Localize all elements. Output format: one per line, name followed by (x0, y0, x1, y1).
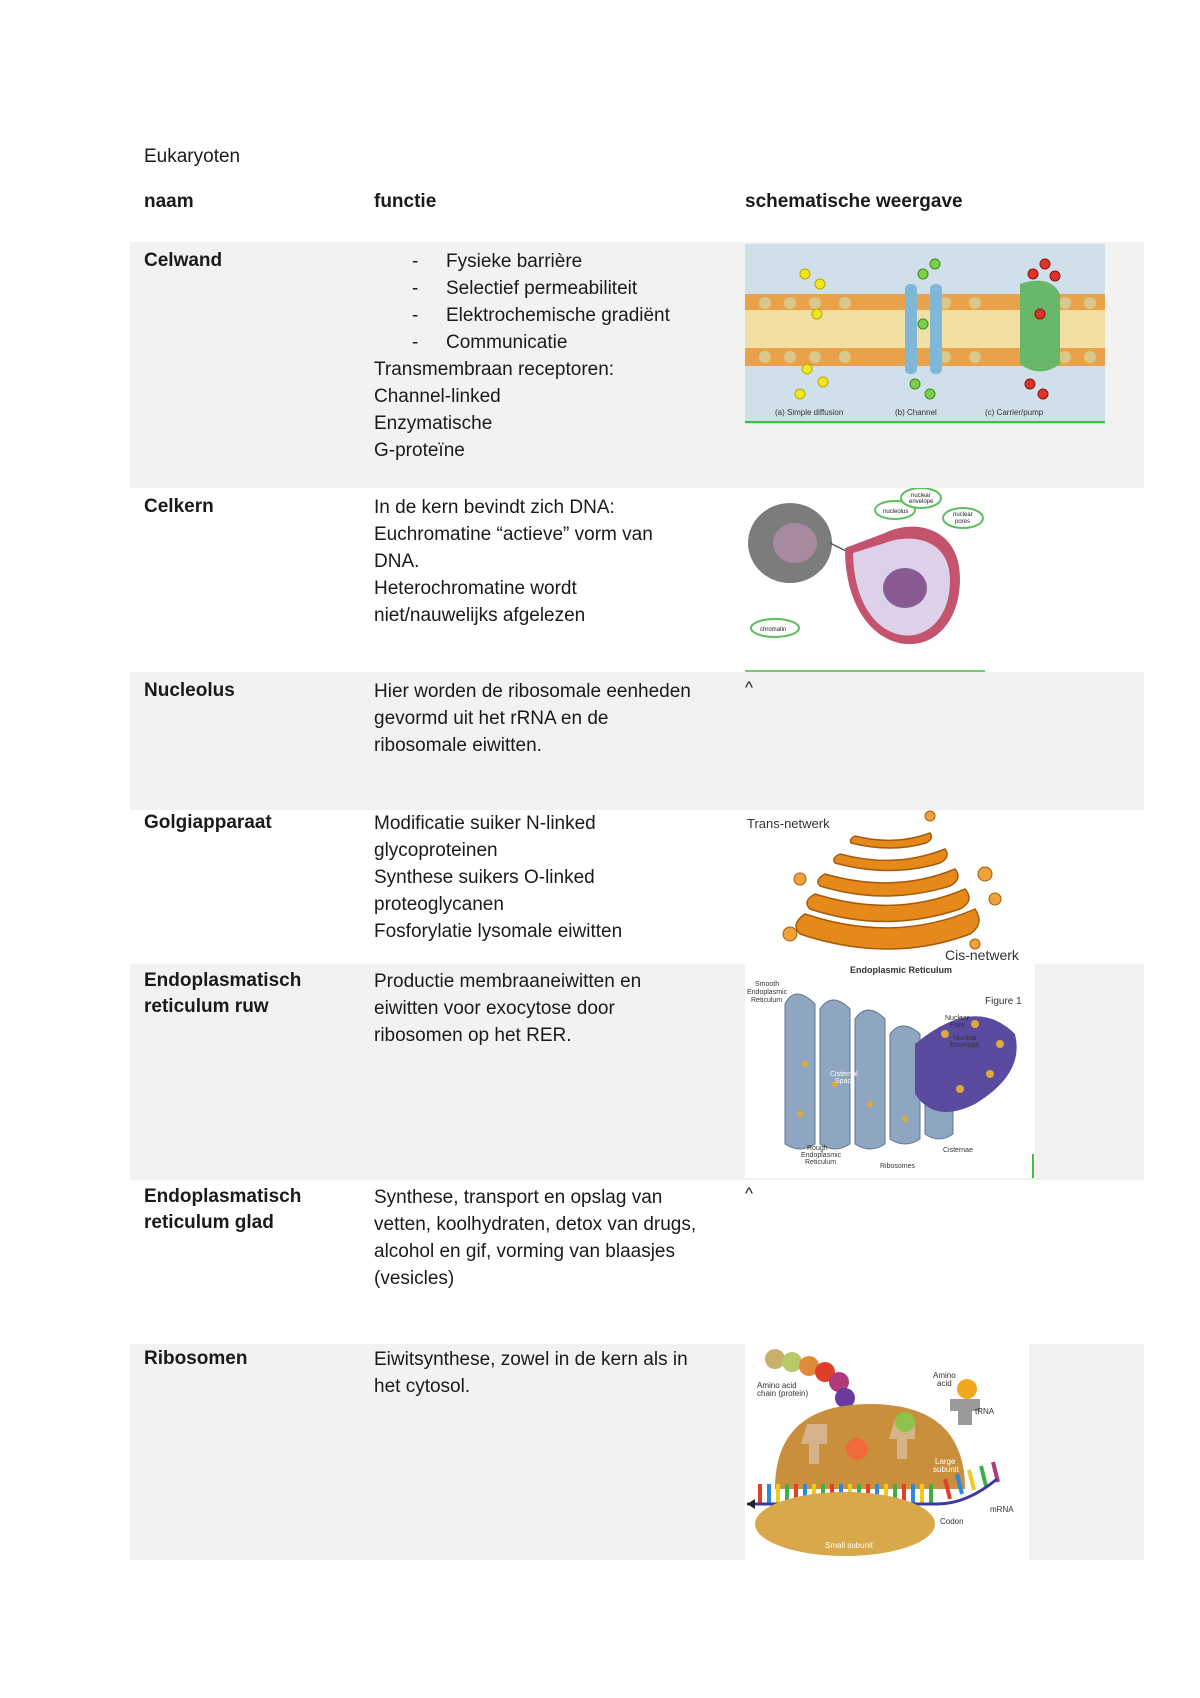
bullet-item: - Elektrochemische gradiënt (374, 302, 724, 329)
cell-name: Celkern (144, 496, 214, 517)
function-line: G-proteïne (374, 440, 465, 461)
header-functie: functie (374, 191, 437, 212)
label-chain-2: chain (protein) (757, 1389, 809, 1398)
label-rough-1: Rough (807, 1145, 828, 1152)
label-cisternae: Cisternae (943, 1147, 973, 1154)
function-line: Transmembraan receptoren: (374, 359, 615, 380)
function-line: eiwitten voor exocytose door (374, 998, 615, 1019)
label-pore-2: Pore (950, 1022, 965, 1029)
label-pores-1: nuclear (953, 512, 973, 518)
label-envelope-1: Nuclear (953, 1035, 978, 1042)
cell-name (144, 968, 301, 1020)
name-line: reticulum ruw (144, 996, 269, 1017)
cell-name: Celwand (144, 250, 223, 271)
label-chromatin: chromatin (760, 627, 787, 633)
function-line: Modificatie suiker N-linked (374, 813, 596, 834)
label-figure: Figure 1 (985, 996, 1022, 1007)
label-ribosomes: Ribosomes (880, 1163, 916, 1170)
table-row-ribosomen (130, 1344, 1144, 1560)
function-line: glycoproteinen (374, 840, 498, 861)
cell-function (374, 968, 724, 1049)
label-chain-1: Amino acid (757, 1381, 797, 1390)
label-codon: Codon (940, 1517, 964, 1526)
table-row-golgiapparaat (130, 810, 1144, 964)
label-cis: Cis-netwerk (945, 947, 1019, 963)
name-line: Endoplasmatisch (144, 1186, 302, 1207)
name-line: Endoplasmatisch (144, 970, 302, 991)
function-line: gevormd uit het rRNA en de (374, 708, 609, 729)
caret-mark: ^ (745, 1184, 753, 1203)
caret-mark: ^ (745, 678, 753, 697)
label-mrna: mRNA (990, 1505, 1014, 1514)
cell-name (144, 1184, 301, 1236)
cell-function (374, 1346, 724, 1400)
ribosome-diagram (745, 1344, 1029, 1560)
function-line: ribosomale eiwitten. (374, 735, 542, 756)
function-line: Heterochromatine wordt (374, 578, 577, 599)
function-line: Hier worden de ribosomale eenheden (374, 681, 691, 702)
label-trans: Trans-netwerk (747, 816, 830, 831)
table-row-nucleolus (130, 672, 1144, 810)
label-trna: tRNA (975, 1407, 995, 1416)
label-pore-1: Nuclear (945, 1015, 970, 1022)
label-envelope-2: Envelope (950, 1042, 980, 1049)
function-line: niet/nauwelijks afgelezen (374, 605, 586, 626)
label-rough-3: Reticulum (805, 1159, 837, 1166)
function-line: het cytosol. (374, 1376, 471, 1397)
function-line: Eiwitsynthese, zowel in de kern als in (374, 1349, 688, 1370)
label-cisternal-1: Cisternal (830, 1071, 858, 1078)
table-row-celkern (130, 488, 1144, 672)
function-line: proteoglycanen (374, 894, 504, 915)
header-naam: naam (144, 191, 194, 212)
membrane-transport-diagram (745, 244, 1105, 424)
label-small-subunit: Small subunit (825, 1541, 874, 1550)
caption-b: (b) Channel (895, 408, 937, 417)
cell-name: Golgiapparaat (144, 812, 272, 833)
table-row-celwand (130, 242, 1144, 488)
label-smooth-1: Smooth (755, 981, 780, 988)
label-nucleolus: nucleolus (883, 509, 909, 515)
document-title: Eukaryoten (144, 146, 241, 167)
caption-c: (c) Carrier/pump (985, 408, 1044, 417)
label-pores-2: pores (955, 519, 971, 525)
function-line: (vesicles) (374, 1268, 455, 1289)
function-line: Fosforylatie lysomale eiwitten (374, 921, 623, 942)
function-line: Euchromatine “actieve” vorm van (374, 524, 653, 545)
cell-function (374, 494, 724, 629)
label-large-1: Large (935, 1457, 956, 1466)
label-smooth-2: Endoplasmic (747, 989, 788, 996)
caption-a: (a) Simple diffusion (775, 408, 844, 417)
function-line: Productie membraaneiwitten en (374, 971, 642, 992)
er-diagram (745, 964, 1035, 1178)
cell-name: Ribosomen (144, 1348, 248, 1369)
bullet-item: - Selectief permeabiliteit (374, 275, 724, 302)
function-line: Synthese, transport en opslag van (374, 1187, 663, 1208)
label-cisternal-2: Space (835, 1078, 855, 1085)
function-line: Channel-linked (374, 386, 501, 407)
bullet-item: - Communicatie (374, 329, 724, 356)
label-envelope-2: envelope (909, 499, 934, 505)
label-aa-1: Amino (933, 1371, 956, 1380)
cell-function (374, 1184, 724, 1292)
table-row-er-glad (130, 1180, 1144, 1344)
label-er-title: Endoplasmic Reticulum (850, 965, 953, 975)
function-line: Synthese suikers O-linked (374, 867, 595, 888)
header-weergave: schematische weergave (745, 191, 963, 212)
label-rough-2: Endoplasmic (801, 1152, 842, 1159)
function-line: ribosomen op het RER. (374, 1025, 572, 1046)
function-line: alcohol en gif, vorming van blaasjes (374, 1241, 676, 1262)
golgi-diagram (745, 804, 1035, 964)
name-line: reticulum glad (144, 1212, 274, 1233)
nucleus-diagram (745, 488, 985, 672)
label-large-2: subunit (933, 1465, 959, 1474)
cell-name: Nucleolus (144, 680, 235, 701)
cell-function (374, 678, 724, 759)
label-envelope-1: nuclear (911, 493, 931, 499)
label-aa-2: acid (937, 1379, 952, 1388)
bullet-item: - Fysieke barrière (374, 248, 724, 275)
label-smooth-3: Reticulum (751, 997, 783, 1004)
function-line: In de kern bevindt zich DNA: (374, 497, 615, 518)
function-line: vetten, koolhydraten, detox van drugs, (374, 1214, 697, 1235)
function-line: DNA. (374, 551, 420, 572)
cell-function (374, 810, 724, 945)
function-line: Enzymatische (374, 413, 493, 434)
cell-function (374, 248, 724, 464)
table-row-er-ruw (130, 964, 1144, 1180)
